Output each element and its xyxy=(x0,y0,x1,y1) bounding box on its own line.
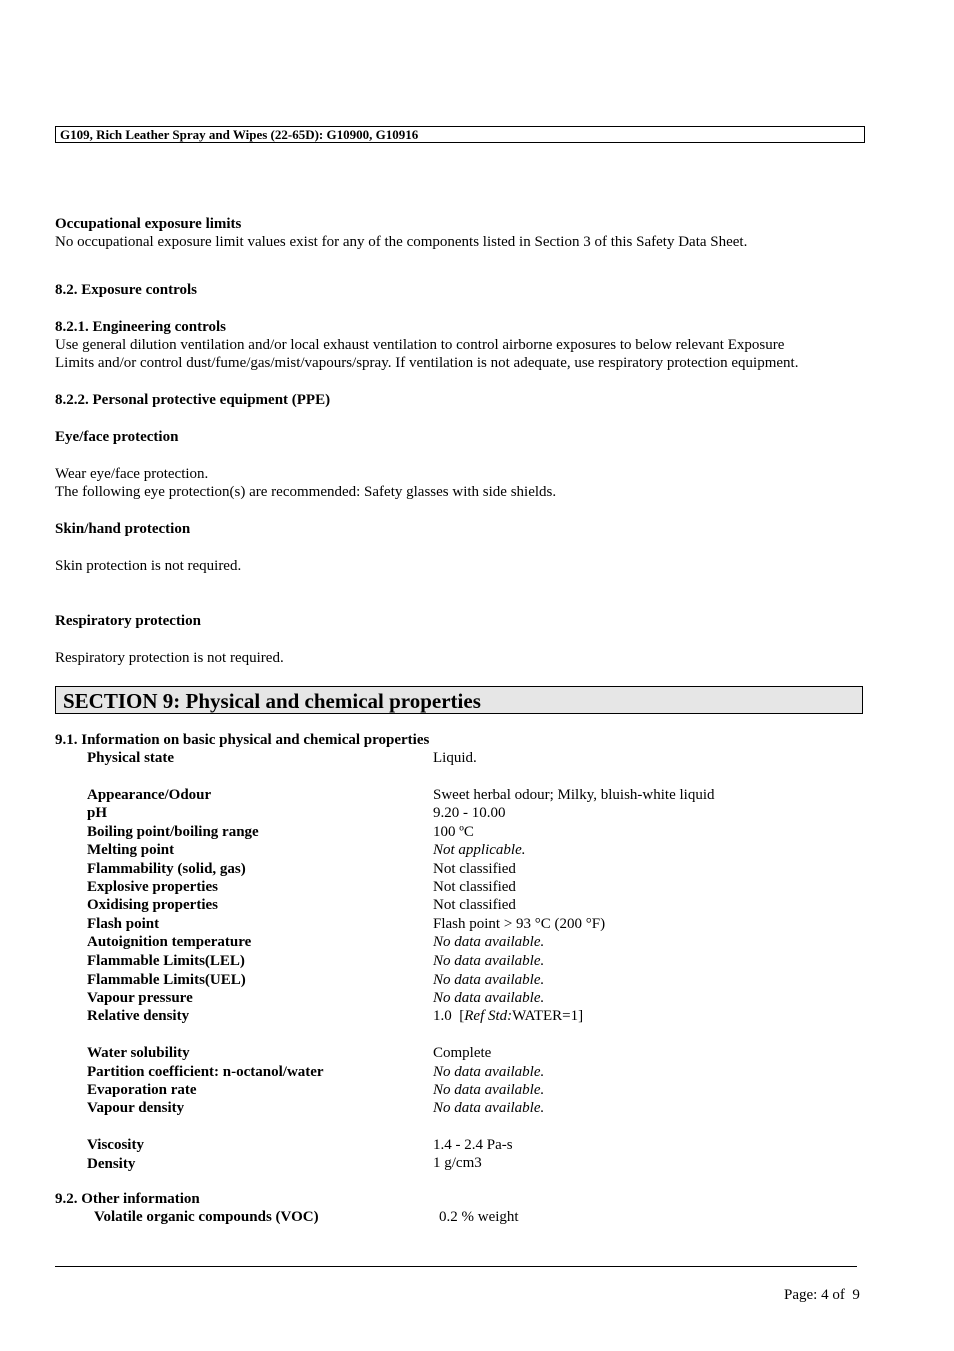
engineering-text-line1: Use general dilution ventilation and/or local exhaust ventilation to control airborne exposures to below relevant Exposure xyxy=(55,337,785,353)
skin-text: Skin protection is not required. xyxy=(55,558,242,574)
prop-label-appearance: Appearance/Odour xyxy=(87,787,212,803)
relative-density-ref-label: Ref Std: xyxy=(464,1008,513,1024)
footer-divider xyxy=(55,1266,857,1267)
prop-label-autoignition: Autoignition temperature xyxy=(87,934,252,950)
eye-text-line2: The following eye protection(s) are recommended: Safety glasses with side shields. xyxy=(55,484,557,500)
basic-info-heading: 9.1. Information on basic physical and chemical properties xyxy=(55,732,430,748)
prop-value-relative-density xyxy=(433,1007,583,1025)
prop-value-uel: No data available. xyxy=(433,972,545,988)
oel-text: No occupational exposure limit values exist for any of the components listed in Section 3 of this Safety Data Sheet. xyxy=(55,234,748,250)
prop-value-lel: No data available. xyxy=(433,953,545,969)
section-9-banner xyxy=(55,686,863,714)
prop-value-explosive: Not classified xyxy=(433,879,516,895)
prop-value-flammability: Not classified xyxy=(433,861,516,877)
prop-label-flammability: Flammability (solid, gas) xyxy=(87,861,246,877)
prop-label-vapour-density: Vapour density xyxy=(87,1100,185,1116)
prop-label-relative-density: Relative density xyxy=(87,1008,190,1024)
exposure-controls-heading: 8.2. Exposure controls xyxy=(55,282,197,298)
prop-value-appearance: Sweet herbal odour; Milky, bluish-white liquid xyxy=(433,787,715,803)
prop-label-density: Density xyxy=(87,1156,136,1172)
prop-value-evaporation-rate: No data available. xyxy=(433,1082,545,1098)
prop-label-physical-state: Physical state xyxy=(87,750,175,766)
prop-label-uel: Flammable Limits(UEL) xyxy=(87,972,246,988)
prop-value-partition-coefficient: No data available. xyxy=(433,1064,545,1080)
prop-label-explosive: Explosive properties xyxy=(87,879,218,895)
resp-text: Respiratory protection is not required. xyxy=(55,650,284,666)
prop-value-water-solubility: Complete xyxy=(433,1045,492,1061)
eye-text-line1: Wear eye/face protection. xyxy=(55,466,209,482)
prop-label-oxidising: Oxidising properties xyxy=(87,897,218,913)
ppe-heading: 8.2.2. Personal protective equipment (PPE) xyxy=(55,392,331,408)
document-header xyxy=(55,126,865,143)
voc-value: 0.2 % weight xyxy=(439,1209,519,1225)
prop-value-viscosity: 1.4 - 2.4 Pa-s xyxy=(433,1137,513,1153)
prop-value-vapour-pressure: No data available. xyxy=(433,990,545,1006)
prop-label-water-solubility: Water solubility xyxy=(87,1045,190,1061)
prop-value-melting-point: Not applicable. xyxy=(433,842,526,858)
prop-label-melting-point: Melting point xyxy=(87,842,175,858)
eye-heading: Eye/face protection xyxy=(55,429,179,445)
prop-label-evaporation-rate: Evaporation rate xyxy=(87,1082,197,1098)
other-info-heading: 9.2. Other information xyxy=(55,1191,200,1207)
skin-heading: Skin/hand protection xyxy=(55,521,191,537)
resp-heading: Respiratory protection xyxy=(55,613,201,629)
prop-label-partition-coefficient: Partition coefficient: n-octanol/water xyxy=(87,1064,324,1080)
oel-heading: Occupational exposure limits xyxy=(55,216,242,232)
prop-value-ph: 9.20 - 10.00 xyxy=(433,805,506,821)
engineering-text-line2: Limits and/or control dust/fume/gas/mist/vapours/spray. If ventilation is not adequate, use respiratory protection equipment. xyxy=(55,355,799,371)
prop-value-oxidising: Not classified xyxy=(433,897,516,913)
prop-label-lel: Flammable Limits(LEL) xyxy=(87,953,245,969)
prop-value-vapour-density: No data available. xyxy=(433,1100,545,1116)
prop-label-vapour-pressure: Vapour pressure xyxy=(87,990,193,1006)
relative-density-ref-value: WATER=1] xyxy=(512,1008,584,1024)
prop-value-physical-state: Liquid. xyxy=(433,750,477,766)
prop-value-flash-point: Flash point > 93 °C (200 °F) xyxy=(433,916,606,932)
prop-label-boiling-point: Boiling point/boiling range xyxy=(87,824,259,840)
prop-value-density: 1 g/cm3 xyxy=(433,1155,482,1171)
prop-value-autoignition: No data available. xyxy=(433,934,545,950)
prop-value-boiling-point: 100 ºC xyxy=(433,824,474,840)
section-9-title: SECTION 9: Physical and chemical properties xyxy=(63,689,481,713)
engineering-heading: 8.2.1. Engineering controls xyxy=(55,319,226,335)
voc-label: Volatile organic compounds (VOC) xyxy=(94,1209,319,1225)
prop-label-viscosity: Viscosity xyxy=(87,1137,144,1153)
relative-density-number: 1.0 [ xyxy=(433,1008,465,1024)
prop-label-ph: pH xyxy=(87,805,108,821)
product-line: G109, Rich Leather Spray and Wipes (22-65D): G10900, G10916 xyxy=(60,127,419,142)
prop-label-flash-point: Flash point xyxy=(87,916,160,932)
page-number: Page: 4 of 9 xyxy=(784,1287,860,1303)
